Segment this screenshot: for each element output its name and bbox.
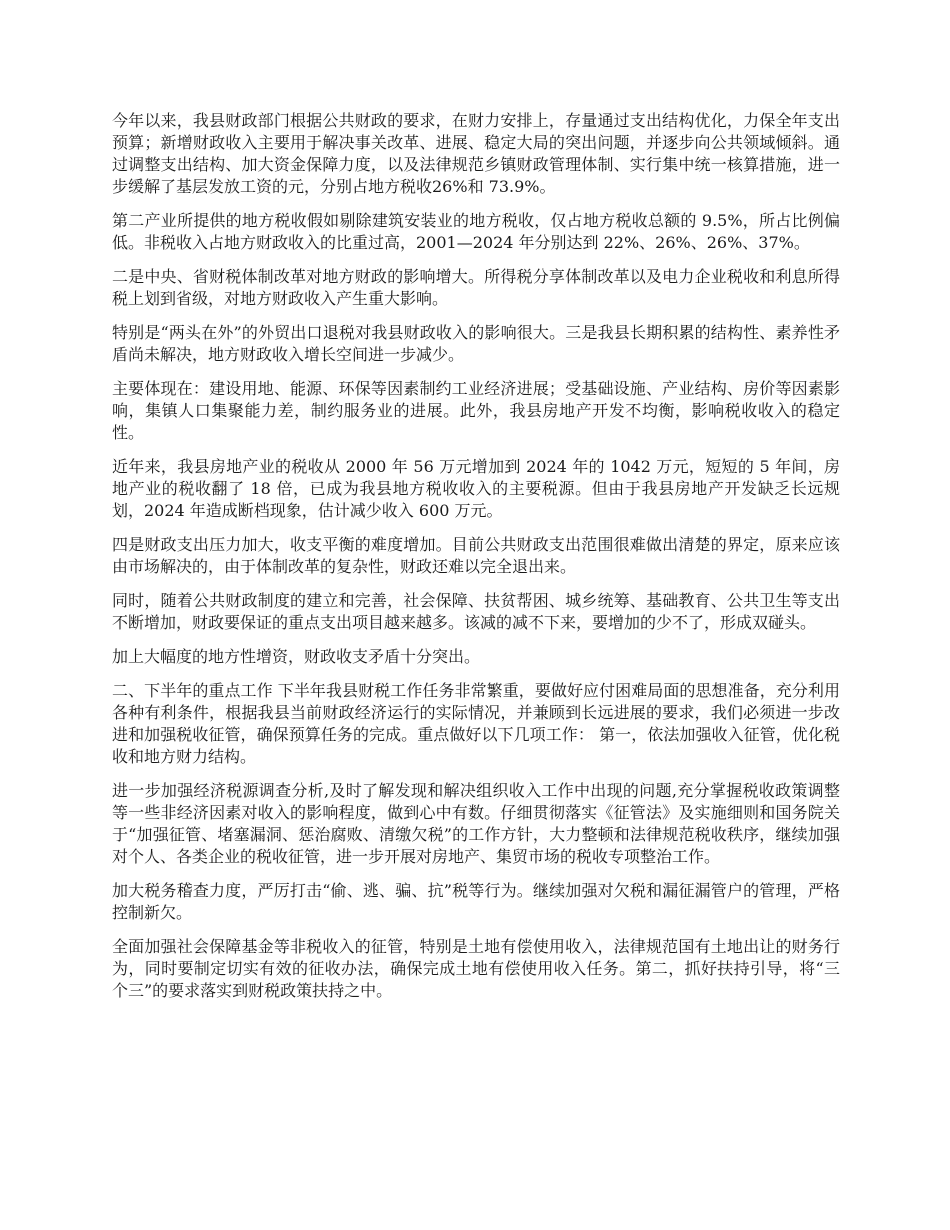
paragraph: 特别是“两头在外”的外贸出口退税对我县财政收入的影响很大。三是我县长期积累的结构性、素养性矛盾尚未解决，地方财政收入增长空间进一步减少。 xyxy=(112,323,840,364)
paragraph: 加上大幅度的地方性增资，财政收支矛盾十分突出。 xyxy=(112,647,481,666)
paragraph: 二是中央、省财税体制改革对地方财政的影响增大。所得税分享体制改革以及电力企业税收和利息所得税上划到省级，对地方财政收入产生重大影响。 xyxy=(112,267,840,308)
paragraph: 四是财政支出压力加大，收支平衡的难度增加。目前公共财政支出范围很难做出清楚的界定，原来应该由市场解决的，由于体制改革的复杂性，财政还难以完全退出来。 xyxy=(112,535,840,576)
paragraph: 今年以来，我县财政部门根据公共财政的要求，在财力安排上，存量通过支出结构优化，力保全年支出预算；新增财政收入主要用于解决事关改革、进展、稳定大局的突出问题，并逐步向公共领域倾斜。通过调整支出结构、加大资金保障力度，以及法律规范乡镇财政管理体制、实行集中统一核算措施，进一步缓解了基层发放工资的元，分别占地方税收26%和 73.9%。 xyxy=(112,111,840,196)
paragraph: 二、下半年的重点工作 下半年我县财税工作任务非常繁重，要做好应付困难局面的思想准备，充分利用各种有利条件，根据我县当前财政经济运行的实际情况，并兼顾到长远进展的要求，我们必须进一步改进和加强税收征管，确保预算任务的完成。重点做好以下几项工作： 第一，依法加强收入征管，优化税收和地方财力结构。 xyxy=(112,681,840,766)
paragraph: 主要体现在：建设用地、能源、环保等因素制约工业经济进展；受基础设施、产业结构、房价等因素影响，集镇人口集聚能力差，制约服务业的进展。此外，我县房地产开发不均衡，影响税收收入的稳定性。 xyxy=(112,379,840,442)
paragraph: 同时，随着公共财政制度的建立和完善，社会保障、扶贫帮困、城乡统筹、基础教育、公共卫生等支出不断增加，财政要保证的重点支出项目越来越多。该减的减不下来，要增加的少不了，形成双碰头。 xyxy=(112,591,840,632)
paragraph: 全面加强社会保障基金等非税收入的征管，特别是土地有偿使用收入，法律规范国有土地出让的财务行为，同时要制定切实有效的征收办法，确保完成土地有偿使用收入任务。第二，抓好扶持引导，将“三个三”的要求落实到财税政策扶持之中。 xyxy=(112,937,840,1000)
paragraph: 进一步加强经济税源调查分析,及时了解发现和解决组织收入工作中出现的问题,充分掌握税收政策调整等一些非经济因素对收入的影响程度，做到心中有数。仔细贯彻落实《征管法》及实施细则和国务院关于“加强征管、堵塞漏洞、惩治腐败、清缴欠税”的工作方针，大力整顿和法律规范税收秩序，继续加强对个人、各类企业的税收征管，进一步开展对房地产、集贸市场的税收专项整治工作。 xyxy=(112,781,840,866)
document-body xyxy=(112,110,840,1014)
paragraph: 近年来，我县房地产业的税收从 2000 年 56 万元增加到 2024 年的 1042 万元，短短的 5 年间，房地产业的税收翻了 18 倍，已成为我县地方税收收入的主要税源。但由于我县房地产开发缺乏长远规划，2024 年造成断档现象，估计减少收入 600 万元。 xyxy=(112,457,840,520)
paragraph: 加大税务稽查力度，严厉打击“偷、逃、骗、抗”税等行为。继续加强对欠税和漏征漏管户的管理，严格控制新欠。 xyxy=(112,881,840,922)
paragraph: 第二产业所提供的地方税收假如剔除建筑安装业的地方税收，仅占地方税收总额的 9.5%，所占比例偏低。非税收入占地方财政收入的比重过高，2001—2024 年分别达到 22%、26%、26%、37%。 xyxy=(112,211,840,252)
